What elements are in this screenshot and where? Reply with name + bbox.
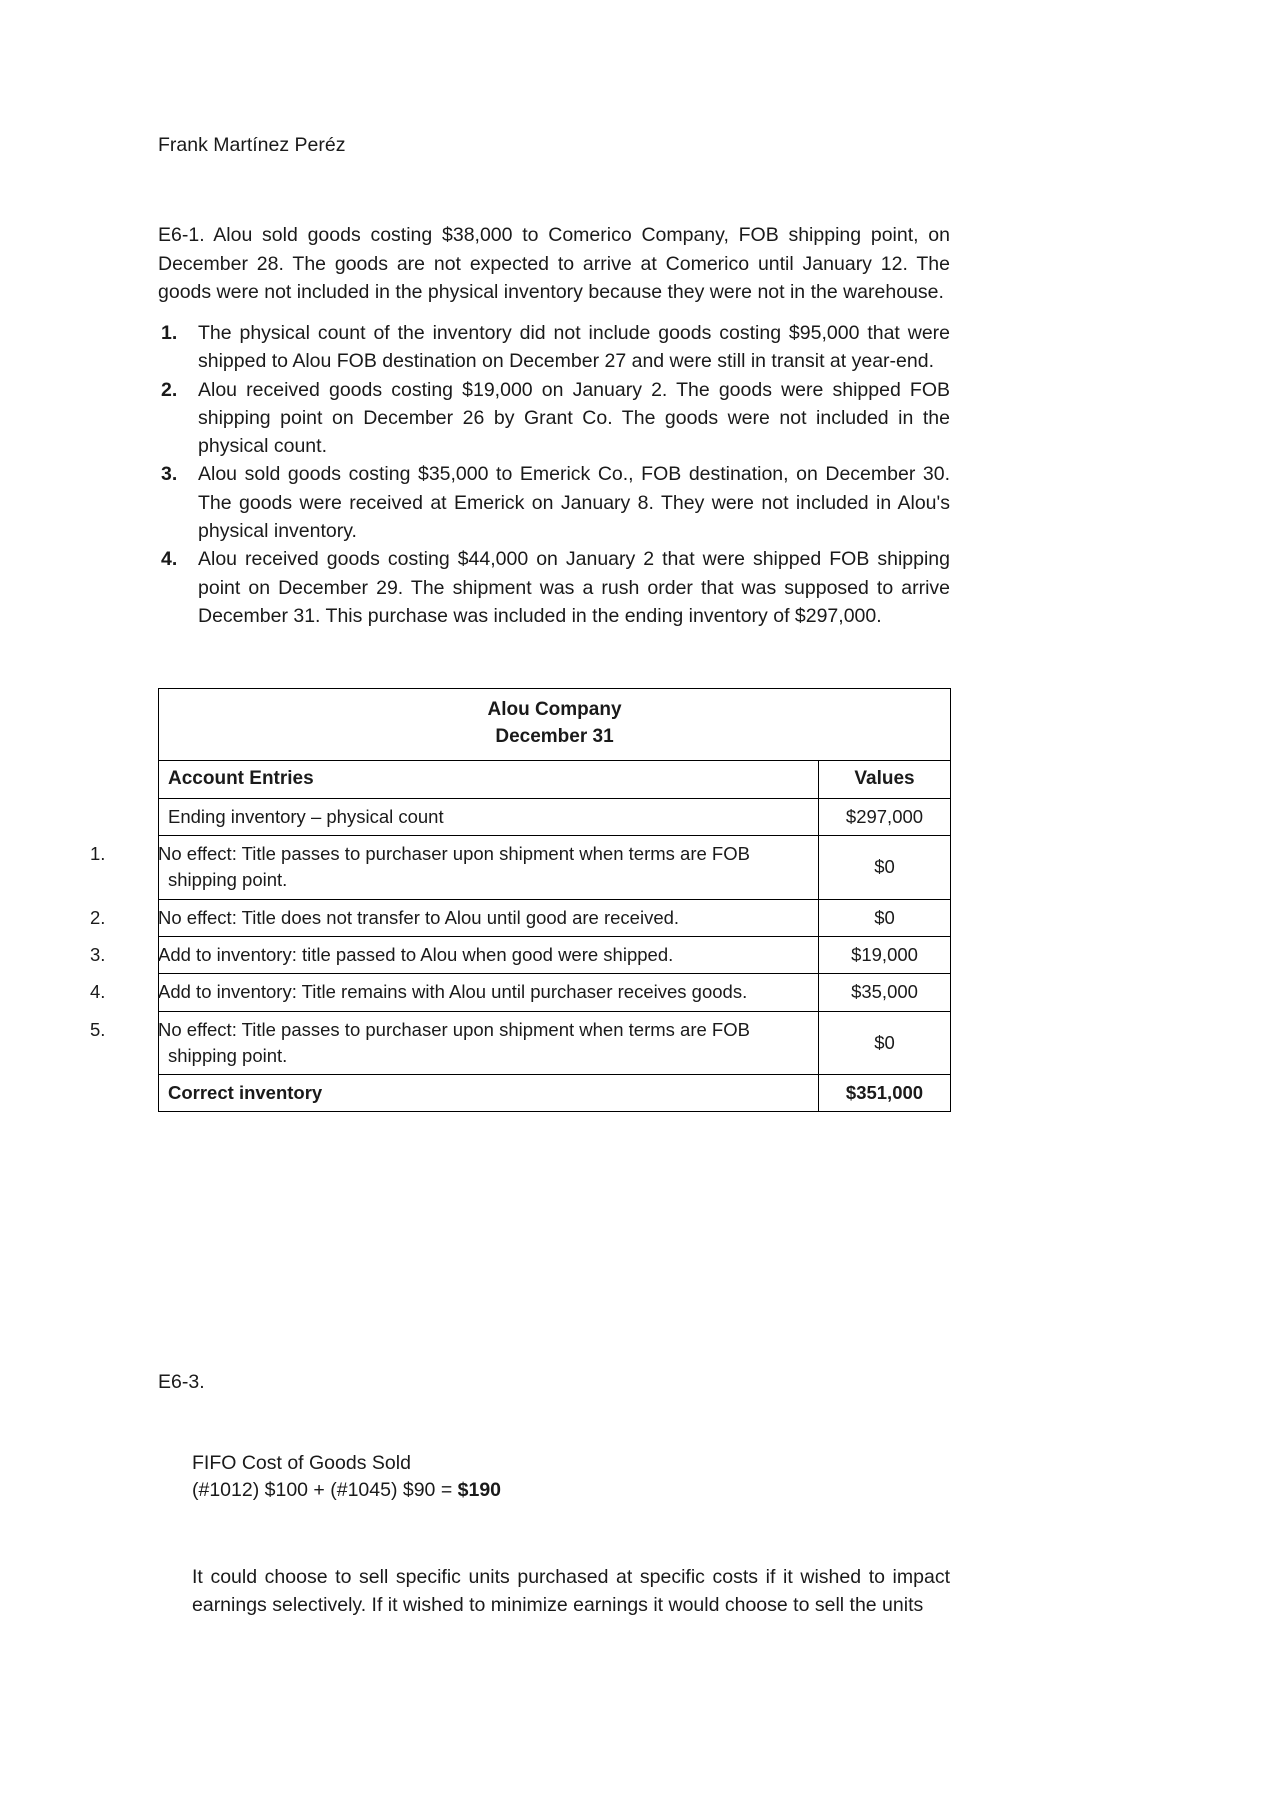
row-entry-label xyxy=(90,937,819,974)
row-entry-text: No effect: Title passes to purchaser upon shipment when terms are FOB shipping point. xyxy=(158,843,750,891)
column-header-account-entries: Account Entries xyxy=(159,760,819,798)
row-entry-number: 2. xyxy=(90,906,106,928)
exercise-e6-3-closing-paragraph: It could choose to sell specific units purchased at specific costs if it wished to impact earnings selectively. If it wished to minimize earnings it would choose to sell the units xyxy=(192,1565,950,1617)
row-entry-number: 5. xyxy=(90,1018,106,1040)
row-entry-value: $0 xyxy=(819,836,951,900)
fifo-calculation-block xyxy=(192,1450,950,1505)
row-entry-value: $35,000 xyxy=(819,974,951,1011)
table-header-row xyxy=(159,760,951,798)
alou-inventory-table xyxy=(90,688,951,1112)
table-title-date: December 31 xyxy=(495,726,614,747)
row-entry-value: $297,000 xyxy=(819,798,951,835)
document-content xyxy=(90,0,950,1620)
row-entry-text: No effect: Title passes to purchaser upon shipment when terms are FOB shipping point. xyxy=(158,1018,750,1066)
table-title-cell xyxy=(159,689,951,761)
table-total-row xyxy=(159,1075,951,1112)
total-row-value: $351,000 xyxy=(819,1075,951,1112)
list-item: The physical count of the inventory did not include goods costing $95,000 that were shipped to Alou FOB destination on December 27 and were still in transit at year-end. xyxy=(198,322,950,373)
exercise-e6-3-label: E6-3. xyxy=(158,1371,205,1394)
list-item: Alou received goods costing $19,000 on January 2. The goods were shipped FOB shipping point on December 26 by Grant Co. The goods were not included in the physical count. xyxy=(198,378,950,458)
row-entry-number: 4. xyxy=(90,981,106,1003)
row-entry-text: Add to inventory: title passed to Alou when good were shipped. xyxy=(158,944,674,965)
table-row xyxy=(159,937,951,974)
author-name: Frank Martínez Peréz xyxy=(158,134,346,156)
fifo-formula-line xyxy=(192,1477,950,1505)
alou-inventory-table-wrapper xyxy=(90,688,950,1112)
list-item: Alou sold goods costing $35,000 to Emerick Co., FOB destination, on December 30. The goods were received at Emerick on January 8. They were not included in Alou's physical inventory. xyxy=(198,463,950,542)
row-entry-label xyxy=(90,836,819,900)
table-row xyxy=(159,899,951,936)
row-entry-value: $0 xyxy=(819,899,951,936)
table-row xyxy=(159,974,951,1011)
fifo-heading: FIFO Cost of Goods Sold xyxy=(192,1451,411,1474)
list-item: Alou received goods costing $44,000 on January 2 that were shipped FOB shipping point on December 29. The shipment was a rush order that was supposed to arrive December 31. This purchase was included in the ending inventory of $297,000. xyxy=(198,548,950,627)
table-title-row xyxy=(159,689,951,761)
exercise-e6-1-intro-paragraph: E6-1. Alou sold goods costing $38,000 to Comerico Company, FOB shipping point, on December 28. The goods are not expected to arrive at Comerico until January 12. The goods were not included in the physical inventory because they were not in the warehouse. xyxy=(158,224,950,303)
row-entry-value: $19,000 xyxy=(819,937,951,974)
column-header-values: Values xyxy=(819,760,951,798)
fifo-result-value: $190 xyxy=(457,1479,502,1502)
table-row xyxy=(159,798,951,835)
row-entry-label xyxy=(90,974,819,1011)
row-entry-label xyxy=(90,899,819,936)
row-entry-text: No effect: Title does not transfer to Alou until good are received. xyxy=(158,906,680,928)
table-row xyxy=(159,836,951,900)
fifo-formula-prefix: (#1012) $100 + (#1045) $90 = xyxy=(192,1479,458,1502)
table-title-company: Alou Company xyxy=(487,699,622,721)
row-entry-number: 1. xyxy=(90,843,106,865)
row-entry-value: $0 xyxy=(819,1011,951,1075)
row-entry-text: Add to inventory: Title remains with Alou until purchaser receives goods. xyxy=(158,981,748,1003)
exercise-e6-1-item-list xyxy=(158,319,950,630)
total-row-label: Correct inventory xyxy=(159,1075,819,1112)
table-row xyxy=(159,1011,951,1075)
row-entry-label: Ending inventory – physical count xyxy=(159,798,819,835)
row-entry-number: 3. xyxy=(90,944,106,965)
row-entry-label xyxy=(90,1011,819,1075)
